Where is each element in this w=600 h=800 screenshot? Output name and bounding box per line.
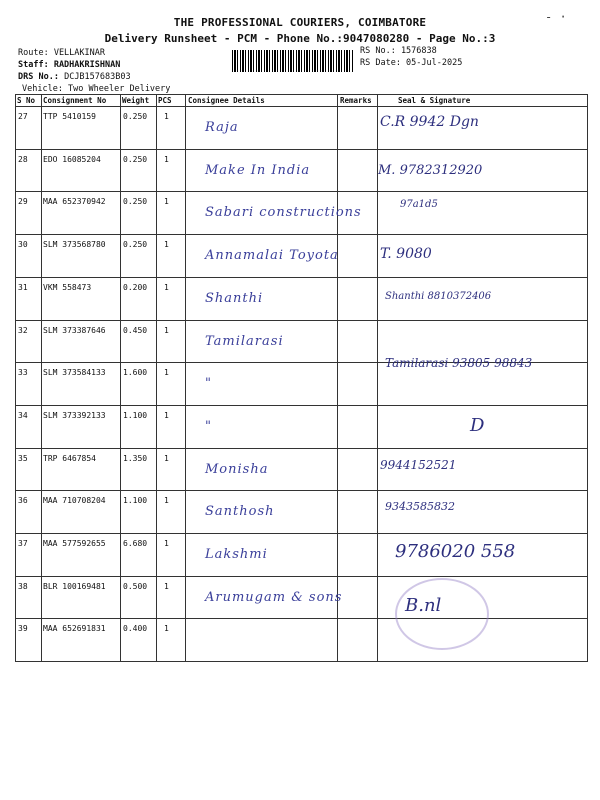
col-consignment: Consignment No [43, 96, 107, 105]
row-consignment-no: TTP 5410159 [43, 112, 96, 121]
row-weight: 0.250 [123, 154, 148, 164]
row-signature-handwritten: Tamilarasi 93805 98843 [385, 356, 533, 371]
row-consignment-no: SLM 373387646 [43, 325, 106, 335]
row-pcs: 1 [164, 581, 169, 591]
row-weight: 0.500 [123, 581, 148, 591]
row-weight: 0.450 [123, 325, 148, 335]
table-divider [41, 94, 42, 662]
table-rule [15, 661, 587, 662]
row-pcs: 1 [164, 453, 169, 463]
row-weight: 0.250 [123, 197, 148, 207]
row-pcs: 1 [164, 624, 169, 634]
col-sno: S No [17, 96, 36, 105]
table-divider [337, 94, 338, 662]
row-signature-handwritten: D [470, 414, 485, 436]
table-divider [156, 94, 157, 662]
staff-label: Staff: RADHAKRISHNAN [18, 60, 121, 70]
row-consignee-handwritten: Lakshmi [205, 547, 268, 562]
row-pcs: 1 [164, 325, 169, 335]
table-rule [15, 94, 587, 95]
row-consignment-no: MAA 577592655 [43, 539, 106, 548]
drs-value: DCJB157683B03 [64, 72, 131, 82]
row-weight: 0.250 [123, 240, 148, 250]
row-signature-handwritten: M. 9782312920 [378, 162, 483, 178]
row-pcs: 1 [164, 368, 169, 378]
stamp-signature: B.nl [405, 595, 442, 616]
table-divider [120, 94, 121, 662]
row-weight: 1.600 [123, 368, 148, 378]
row-consignment-no: SLM 373568780 [43, 240, 106, 250]
table-divider [587, 94, 588, 662]
row-consignee-handwritten: Tamilarasi [205, 333, 284, 349]
table-rule [15, 234, 587, 235]
barcode [232, 50, 354, 72]
row-consignee-handwritten: Annamalai Toyota [205, 248, 339, 264]
row-signature-handwritten: 9786020 558 [395, 541, 516, 562]
row-pcs: 1 [164, 154, 169, 164]
row-signature-handwritten: 97a1d5 [400, 199, 438, 211]
table-rule [15, 576, 587, 577]
row-sno: 33 [18, 368, 28, 378]
table-divider [185, 94, 186, 662]
row-sno: 35 [18, 453, 28, 463]
row-weight: 0.200 [123, 282, 148, 292]
col-weight: Weight [122, 96, 150, 105]
row-weight: 0.400 [123, 624, 148, 634]
vehicle-label: Vehicle: Two Wheeler Delivery [22, 84, 171, 94]
row-consignee-handwritten: Arumugam & sons [205, 589, 343, 605]
runsheet-subtitle: Delivery Runsheet - PCM - Phone No.:9047080280 - Page No.:3 [104, 32, 496, 45]
table-rule [15, 320, 587, 321]
row-signature-handwritten: C.R 9942 Dgn [380, 114, 479, 130]
col-consignee: Consignee Details [188, 96, 265, 105]
row-consignee-handwritten: Sabari constructions [205, 205, 362, 221]
row-consignee-handwritten: Monisha [205, 461, 269, 477]
row-consignment-no: EDO 16085204 [43, 154, 101, 164]
row-sno: 29 [18, 197, 28, 207]
row-consignment-no: BLR 100169481 [43, 581, 106, 591]
row-weight: 1.100 [123, 496, 148, 506]
row-consignment-no: VKM 558473 [43, 282, 92, 292]
row-consignee-handwritten: Raja [205, 120, 239, 135]
row-consignee-handwritten: Shanthi [205, 290, 264, 306]
row-consignment-no: SLM 373392133 [43, 410, 106, 420]
col-pcs: PCS [158, 96, 172, 105]
corner-mark: - · [545, 10, 567, 24]
row-sno: 38 [18, 581, 28, 591]
row-sno: 27 [18, 112, 28, 121]
row-sno: 36 [18, 496, 28, 506]
row-sno: 39 [18, 624, 28, 634]
row-sno: 32 [18, 325, 28, 335]
row-sno: 34 [18, 410, 28, 420]
col-signature: Seal & Signature [398, 96, 471, 105]
row-sno: 28 [18, 154, 28, 164]
rs-number: RS No.: 1576838 [360, 46, 437, 56]
row-consignee-handwritten: " [205, 418, 212, 434]
row-weight: 0.250 [123, 112, 148, 121]
row-weight: 1.350 [123, 453, 148, 463]
rs-date: RS Date: 05-Jul-2025 [360, 58, 463, 68]
drs-label: DRS No.: [18, 72, 59, 82]
table-rule [15, 191, 587, 192]
row-signature-handwritten: 9944152521 [380, 457, 457, 472]
row-consignment-no: SLM 373584133 [43, 368, 106, 378]
table-rule [15, 405, 587, 406]
row-pcs: 1 [164, 410, 169, 420]
row-pcs: 1 [164, 539, 169, 548]
table-rule [15, 533, 587, 534]
table-rule [15, 618, 587, 619]
row-weight: 1.100 [123, 410, 148, 420]
row-consignment-no: MAA 652691831 [43, 624, 106, 634]
row-sno: 37 [18, 539, 28, 548]
row-consignment-no: TRP 6467854 [43, 453, 96, 463]
table-rule [15, 277, 587, 278]
row-pcs: 1 [164, 496, 169, 506]
row-pcs: 1 [164, 112, 169, 121]
row-sno: 30 [18, 240, 28, 250]
table-rule [15, 448, 587, 449]
row-consignment-no: MAA 652370942 [43, 197, 106, 207]
row-consignee-handwritten: " [205, 376, 212, 392]
row-consignment-no: MAA 710708204 [43, 496, 106, 506]
row-pcs: 1 [164, 197, 169, 207]
row-pcs: 1 [164, 240, 169, 250]
row-signature-handwritten: T. 9080 [380, 246, 432, 263]
table-rule [15, 149, 587, 150]
drs-line [18, 72, 131, 82]
row-consignee-handwritten: Make In India [205, 162, 311, 178]
route-label: Route: VELLAKINAR [18, 48, 105, 58]
company-title: THE PROFESSIONAL COURIERS, COIMBATORE [173, 16, 427, 29]
row-weight: 6.680 [123, 539, 148, 548]
row-pcs: 1 [164, 282, 169, 292]
table-rule [15, 106, 587, 107]
row-signature-handwritten: Shanthi 8810372406 [385, 290, 492, 302]
col-remarks: Remarks [340, 96, 372, 105]
table-divider [15, 94, 16, 662]
row-consignee-handwritten: Santhosh [205, 504, 275, 520]
table-rule [15, 490, 587, 491]
row-signature-handwritten: 9343585832 [385, 500, 455, 514]
row-sno: 31 [18, 282, 28, 292]
table-divider [377, 94, 378, 662]
